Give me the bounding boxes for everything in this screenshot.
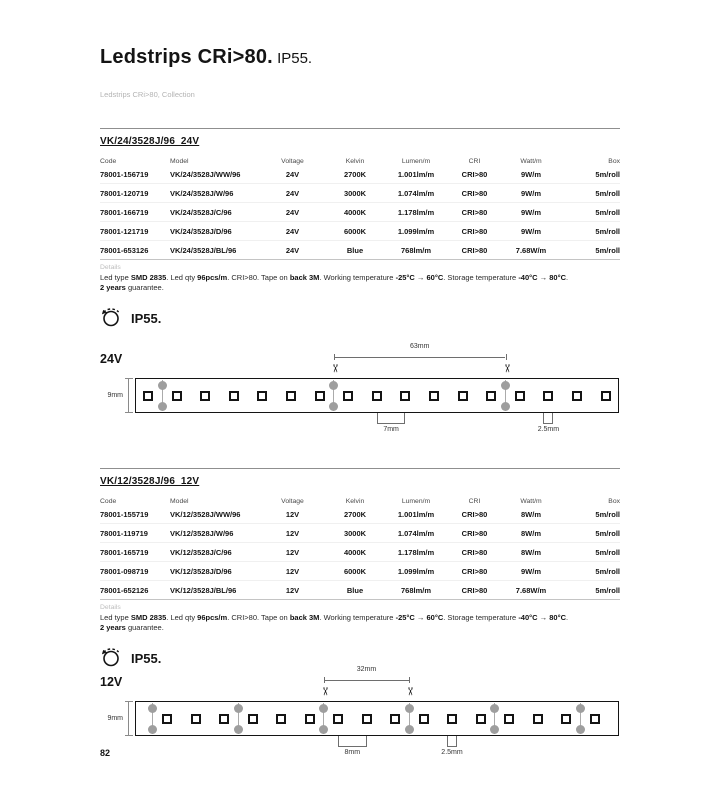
table-cell: 78001-119719 xyxy=(100,528,148,538)
table-header-row xyxy=(100,492,620,505)
led-chip xyxy=(543,391,553,401)
led-chip xyxy=(590,714,600,724)
table-cell: 6000K xyxy=(343,226,367,236)
section-divider xyxy=(100,468,620,469)
led-chip xyxy=(276,714,286,724)
table-cell: 768lm/m xyxy=(400,245,432,255)
table-cell: 5m/roll xyxy=(595,509,620,519)
led-pitch-label: 7mm xyxy=(383,426,399,433)
table-cell: 2700K xyxy=(343,169,367,179)
column-header: Lumen/m xyxy=(401,498,431,505)
table-cell: 24V xyxy=(285,207,300,217)
led-width-label-bracket xyxy=(543,413,553,424)
height-dimension-line xyxy=(128,701,129,736)
table-cell: 5m/roll xyxy=(595,207,620,217)
table-cell: VK/12/3528J/W/96 xyxy=(170,528,234,538)
solder-pad xyxy=(319,704,328,713)
table-cell: 78001-653126 xyxy=(100,245,149,255)
led-chip xyxy=(561,714,571,724)
led-chip xyxy=(458,391,468,401)
spec-table xyxy=(100,152,620,260)
table-cell: CRI>80 xyxy=(461,547,488,557)
details-label: Details xyxy=(100,604,121,611)
table-row xyxy=(100,561,620,580)
cut-length-label: 63mm xyxy=(409,343,430,350)
led-chip xyxy=(191,714,201,724)
table-row xyxy=(100,542,620,561)
table-cell: 12V xyxy=(285,566,300,576)
table-cell: 5m/roll xyxy=(595,169,620,179)
scissors-icon: ✂ xyxy=(318,686,331,697)
table-cell: 9W/m xyxy=(520,188,541,198)
table-cell: 5m/roll xyxy=(595,245,620,255)
table-cell: 1.099lm/m xyxy=(397,566,435,576)
table-cell: CRI>80 xyxy=(461,566,488,576)
table-cell: 5m/roll xyxy=(595,528,620,538)
table-cell: 12V xyxy=(285,509,300,519)
table-row xyxy=(100,505,620,523)
led-chip xyxy=(162,714,172,724)
table-row xyxy=(100,165,620,183)
ip-rating-badge xyxy=(100,306,620,330)
solder-pad xyxy=(405,704,414,713)
led-chip xyxy=(486,391,496,401)
led-chip xyxy=(315,391,325,401)
table-cell: 1.001lm/m xyxy=(397,169,435,179)
led-chip xyxy=(333,714,343,724)
solder-pad xyxy=(501,402,510,411)
column-header: Watt/m xyxy=(520,158,542,165)
scissors-icon: ✂ xyxy=(328,363,341,374)
table-cell: 5m/roll xyxy=(595,547,620,557)
table-cell: 1.178lm/m xyxy=(397,547,435,557)
details-text: Led type SMD 2835. Led qty 96pcs/m. CRI>80. Tape on back 3M. Working temperature -25°C → 60°C. Storage temperature -40°C → 80°C. xyxy=(100,613,569,622)
table-cell: 8W/m xyxy=(520,509,541,519)
table-cell: VK/12/3528J/BL/96 xyxy=(170,585,237,595)
led-chip xyxy=(400,391,410,401)
led-chip xyxy=(219,714,229,724)
ip-rating-label: IP55. xyxy=(131,310,162,326)
table-cell: 12V xyxy=(285,585,300,595)
table-cell: CRI>80 xyxy=(461,207,488,217)
column-header: Watt/m xyxy=(520,498,542,505)
table-cell: CRI>80 xyxy=(461,528,488,538)
led-chip xyxy=(504,714,514,724)
section-title: VK/24/3528J/96_24V xyxy=(100,136,200,147)
details-text: Led type SMD 2835. Led qty 96pcs/m. CRI>80. Tape on back 3M. Working temperature -25°C → 60°C. Storage temperature -40°C → 80°C. xyxy=(100,273,569,282)
led-pitch-label: 8mm xyxy=(344,749,361,756)
table-cell: 7.68W/m xyxy=(515,585,547,595)
table-cell: 5m/roll xyxy=(595,188,620,198)
page-title-suffix: IP55. xyxy=(272,50,313,67)
column-header: Code xyxy=(100,158,117,165)
table-cell: 3000K xyxy=(343,528,367,538)
table-header-row xyxy=(100,152,620,165)
table-cell: 9W/m xyxy=(520,226,541,236)
table-row xyxy=(100,580,620,599)
led-strip-body xyxy=(135,701,619,736)
led-width-label: 2.5mm xyxy=(441,749,463,756)
strip-height-label: 9mm xyxy=(107,714,123,722)
led-chip xyxy=(200,391,210,401)
led-chip xyxy=(257,391,267,401)
solder-pad xyxy=(319,725,328,734)
led-chip xyxy=(172,391,182,401)
scissors-icon: ✂ xyxy=(500,363,512,374)
table-row xyxy=(100,202,620,221)
table-cell: 9W/m xyxy=(520,207,541,217)
table-cell: 9W/m xyxy=(520,566,541,576)
page-subtitle: Ledstrips CRi>80, Collection xyxy=(100,90,195,99)
table-cell: VK/24/3528J/WW/96 xyxy=(170,169,241,179)
led-chip xyxy=(286,391,296,401)
cut-length-label: 32mm xyxy=(356,666,377,673)
details-label: Details xyxy=(100,264,121,271)
column-header: Voltage xyxy=(281,498,304,505)
table-cell: 5m/roll xyxy=(595,566,620,576)
led-chip xyxy=(305,714,315,724)
guarantee-text: 2 years guarantee. xyxy=(100,623,164,632)
column-header: Box xyxy=(608,158,620,165)
led-chip xyxy=(572,391,582,401)
timer-icon xyxy=(100,304,122,333)
strip-height-label: 9mm xyxy=(107,391,123,399)
led-chip xyxy=(476,714,486,724)
page-title xyxy=(100,46,312,69)
column-header: Model xyxy=(170,498,189,505)
table-cell: 78001-166719 xyxy=(100,207,149,217)
table-cell: VK/24/3528J/D/96 xyxy=(170,226,232,236)
solder-pad xyxy=(234,704,243,713)
led-chip xyxy=(390,714,400,724)
table-row xyxy=(100,221,620,240)
table-cell: 768lm/m xyxy=(400,585,432,595)
voltage-label: 12V xyxy=(100,675,123,689)
table-cell: 78001-165719 xyxy=(100,547,149,557)
table-cell: 24V xyxy=(285,188,300,198)
column-header: Kelvin xyxy=(345,498,365,505)
solder-pad xyxy=(329,381,338,390)
ip-rating-label: IP55. xyxy=(131,650,162,666)
table-cell: 78001-155719 xyxy=(100,509,149,519)
solder-pad xyxy=(329,402,338,411)
table-cell: 78001-120719 xyxy=(100,188,149,198)
table-row xyxy=(100,183,620,202)
table-cell: 78001-652126 xyxy=(100,585,149,595)
led-chip xyxy=(601,391,611,401)
table-cell: 24V xyxy=(285,245,300,255)
led-chip xyxy=(447,714,457,724)
table-cell: 1.074lm/m xyxy=(397,528,435,538)
led-pitch-label-bracket xyxy=(338,736,367,747)
solder-pad xyxy=(148,704,157,713)
led-chip xyxy=(343,391,353,401)
solder-pad xyxy=(234,725,243,734)
table-cell: 1.178lm/m xyxy=(397,207,435,217)
table-cell: CRI>80 xyxy=(461,226,488,236)
table-cell: 5m/roll xyxy=(595,226,620,236)
table-cell: CRI>80 xyxy=(461,585,488,595)
table-cell: 12V xyxy=(285,547,300,557)
table-cell: 78001-156719 xyxy=(100,169,149,179)
page-title-main: Ledstrips CRi>80. xyxy=(100,46,273,68)
table-cell: 24V xyxy=(285,169,300,179)
solder-pad xyxy=(490,725,499,734)
table-cell: 1.074lm/m xyxy=(397,188,435,198)
column-header: Model xyxy=(170,158,189,165)
table-cell: Blue xyxy=(346,245,364,255)
led-chip xyxy=(429,391,439,401)
table-cell: 3000K xyxy=(343,188,367,198)
cut-length-dimension-line xyxy=(324,680,410,681)
table-cell: CRI>80 xyxy=(461,188,488,198)
led-pitch-label-bracket xyxy=(377,413,406,424)
table-cell: 78001-121719 xyxy=(100,226,149,236)
table-cell: 12V xyxy=(285,528,300,538)
spec-table xyxy=(100,492,620,600)
column-header: Box xyxy=(608,498,620,505)
table-cell: 78001-098719 xyxy=(100,566,149,576)
led-chip xyxy=(533,714,543,724)
led-width-label-bracket xyxy=(447,736,457,747)
table-cell: VK/12/3528J/WW/96 xyxy=(170,509,241,519)
solder-pad xyxy=(501,381,510,390)
solder-pad xyxy=(158,402,167,411)
section-title: VK/12/3528J/96_12V xyxy=(100,476,200,487)
column-header: Voltage xyxy=(281,158,304,165)
table-cell: 9W/m xyxy=(520,169,541,179)
column-header: CRI xyxy=(468,158,481,165)
table-cell: 5m/roll xyxy=(595,585,620,595)
column-header: Kelvin xyxy=(345,158,365,165)
led-chip xyxy=(372,391,382,401)
strip-diagram-24v xyxy=(100,340,620,440)
section-divider xyxy=(100,128,620,129)
table-cell: 8W/m xyxy=(520,547,541,557)
cut-length-dimension-line xyxy=(334,357,506,358)
table-cell: VK/24/3528J/C/96 xyxy=(170,207,232,217)
height-dimension-line xyxy=(128,378,129,413)
table-cell: CRI>80 xyxy=(461,509,488,519)
table-cell: 1.001lm/m xyxy=(397,509,435,519)
led-chip xyxy=(143,391,153,401)
dimension-tick xyxy=(409,677,410,683)
table-cell: VK/24/3528J/W/96 xyxy=(170,188,234,198)
column-header: CRI xyxy=(468,498,481,505)
column-header: Code xyxy=(100,498,117,505)
table-cell: 2700K xyxy=(343,509,367,519)
solder-pad xyxy=(490,704,499,713)
table-cell: 8W/m xyxy=(520,528,541,538)
solder-pad xyxy=(148,725,157,734)
table-row xyxy=(100,240,620,259)
guarantee-text: 2 years guarantee. xyxy=(100,283,164,292)
table-cell: CRI>80 xyxy=(461,169,488,179)
dimension-tick xyxy=(506,354,507,360)
led-width-label: 2.5mm xyxy=(537,426,560,433)
table-cell: 1.099lm/m xyxy=(397,226,435,236)
table-row xyxy=(100,523,620,542)
table-cell: VK/12/3528J/D/96 xyxy=(170,566,232,576)
table-cell: VK/24/3528J/BL/96 xyxy=(170,245,237,255)
strip-diagram-12v xyxy=(100,663,620,763)
table-cell: 4000K xyxy=(343,547,367,557)
column-header: Lumen/m xyxy=(401,158,431,165)
led-chip xyxy=(515,391,525,401)
solder-pad xyxy=(405,725,414,734)
led-chip xyxy=(248,714,258,724)
led-chip xyxy=(362,714,372,724)
product-section-24v xyxy=(100,128,620,330)
solder-pad xyxy=(576,704,585,713)
product-section-12v xyxy=(100,468,620,670)
table-cell: 4000K xyxy=(343,207,367,217)
scissors-icon: ✂ xyxy=(403,686,416,697)
led-chip xyxy=(419,714,429,724)
solder-pad xyxy=(158,381,167,390)
table-cell: VK/12/3528J/C/96 xyxy=(170,547,232,557)
table-cell: 24V xyxy=(285,226,300,236)
table-cell: 6000K xyxy=(343,566,367,576)
solder-pad xyxy=(576,725,585,734)
led-chip xyxy=(229,391,239,401)
page-number: 82 xyxy=(100,748,111,758)
table-cell: CRI>80 xyxy=(461,245,488,255)
table-cell: 7.68W/m xyxy=(515,245,547,255)
table-cell: Blue xyxy=(346,585,364,595)
voltage-label: 24V xyxy=(100,352,123,366)
